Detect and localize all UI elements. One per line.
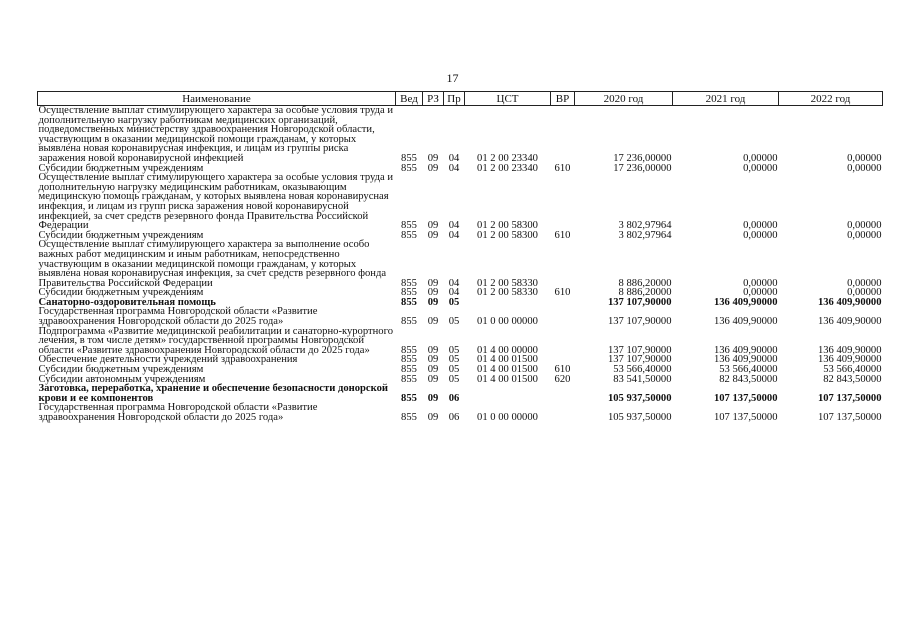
cell-2020: 105 937,50000 [607, 392, 672, 404]
cell-ved: 855 [401, 296, 417, 308]
cell-vr [551, 384, 575, 403]
table-row [38, 327, 883, 356]
table-row [38, 307, 883, 326]
cell-vr: 610 [554, 364, 571, 376]
cell-name: Государственная программа Новгородской области «Развитие здравоохранения Новгородской области до 2025 года» [38, 402, 318, 423]
cell-2022: 0,00000 [847, 277, 882, 289]
table-header-row [38, 92, 883, 106]
cell-name: Обеспечение деятельности учреждений здравоохранения [38, 354, 298, 366]
header-vr: ВР [551, 92, 575, 106]
header-2022: 2022 год [779, 92, 883, 106]
cell-2021: 0,00000 [743, 229, 778, 241]
cell-pr: 05 [448, 354, 460, 366]
cell-pr: 04 [448, 277, 460, 289]
cell-2020: 17 236,00000 [613, 162, 672, 174]
cell-2020: 3 802,97964 [618, 220, 672, 232]
cell-ved: 855 [401, 373, 417, 385]
cell-ved: 855 [401, 220, 417, 232]
cell-cst [465, 384, 551, 403]
cell-2021: 82 843,50000 [719, 373, 778, 385]
header-2021: 2021 год [673, 92, 779, 106]
cell-cst: 01 0 00 00000 [477, 412, 538, 423]
cell-cst: 01 2 00 23340 [477, 152, 538, 164]
cell-rz: 09 [427, 152, 439, 164]
cell-cst: 01 4 00 01500 [477, 373, 538, 385]
cell-vr: 610 [554, 229, 571, 241]
cell-ved: 855 [401, 364, 417, 376]
cell-pr: 04 [448, 152, 460, 164]
cell-ved: 855 [401, 412, 417, 423]
header-pr: Пр [444, 92, 465, 106]
cell-2022: 0,00000 [847, 152, 882, 164]
cell-cst: 01 0 00 00000 [477, 316, 538, 328]
cell-ved: 855 [401, 392, 417, 404]
table-row [38, 173, 883, 231]
cell-2022: 0,00000 [847, 287, 882, 299]
cell-2021: 107 137,50000 [713, 412, 778, 423]
header-cst: ЦСТ [465, 92, 551, 106]
cell-cst: 01 2 00 23340 [477, 162, 538, 174]
cell-2020: 8 886,20000 [618, 277, 672, 289]
cell-2020: 17 236,00000 [613, 152, 672, 164]
cell-rz: 09 [427, 354, 439, 366]
cell-2021: 53 566,40000 [719, 364, 778, 376]
cell-2022: 136 409,90000 [817, 354, 882, 366]
cell-cst [465, 298, 551, 308]
cell-2021: 0,00000 [743, 287, 778, 299]
cell-pr: 04 [448, 287, 460, 299]
cell-2022: 0,00000 [847, 220, 882, 232]
cell-pr: 05 [448, 364, 460, 376]
cell-pr: 06 [448, 392, 460, 404]
cell-cst: 01 4 00 00000 [477, 344, 538, 356]
cell-2021: 0,00000 [743, 220, 778, 232]
cell-pr: 04 [448, 220, 460, 232]
cell-2022: 53 566,40000 [823, 364, 882, 376]
cell-name: Субсидии бюджетным учреждениям [38, 364, 204, 376]
cell-name: Осуществление выплат стимулирующего характера за особые условия труда и дополнительную нагрузку медицинским работникам, оказывающим медицинскую помощь гражданам, у которых выявлена новая коронавирусная инфекция, и лицам из групп риска заражения новой коронавирусной инфекцией, за счет средств резервного фонда Правительства Российской Федерации [38, 172, 394, 232]
cell-2021: 0,00000 [743, 162, 778, 174]
cell-name: Субсидии бюджетным учреждениям [38, 287, 204, 299]
cell-name: Субсидии бюджетным учреждениям [38, 162, 204, 174]
cell-rz: 09 [427, 287, 439, 299]
cell-2022: 82 843,50000 [823, 373, 882, 385]
cell-2020: 53 566,40000 [613, 364, 672, 376]
cell-pr: 05 [448, 296, 460, 308]
cell-2022: 136 409,90000 [817, 344, 882, 356]
cell-cst: 01 4 00 01500 [477, 354, 538, 366]
cell-2022: 107 137,50000 [817, 392, 882, 404]
cell-vr [551, 106, 575, 164]
cell-ved: 855 [401, 277, 417, 289]
cell-2020: 137 107,90000 [607, 316, 672, 328]
cell-rz: 09 [427, 162, 439, 174]
cell-vr: 610 [554, 287, 571, 299]
header-2020: 2020 год [575, 92, 673, 106]
table-row [38, 403, 883, 422]
cell-ved: 855 [401, 287, 417, 299]
cell-cst: 01 2 00 58300 [477, 229, 538, 241]
cell-rz: 09 [427, 373, 439, 385]
header-rz: РЗ [423, 92, 444, 106]
cell-name: Подпрограмма «Развитие медицинской реабилитации и санаторно-курортного лечения, в том числе детям» государственной программы Новгородской области «Развитие здравоохранения Новгородской области до 2025 года» [38, 325, 393, 356]
cell-name: Субсидии бюджетным учреждениям [38, 229, 204, 241]
cell-2022: 136 409,90000 [817, 296, 882, 308]
cell-cst: 01 4 00 01500 [477, 364, 538, 376]
cell-2020: 105 937,50000 [607, 412, 672, 423]
cell-cst: 01 2 00 58330 [477, 287, 538, 299]
cell-rz: 09 [427, 364, 439, 376]
cell-vr [551, 173, 575, 231]
cell-2020: 137 107,90000 [607, 344, 672, 356]
table-body [38, 106, 883, 423]
table-row [38, 384, 883, 403]
cell-rz: 09 [427, 229, 439, 241]
cell-2021: 0,00000 [743, 152, 778, 164]
cell-pr: 05 [448, 344, 460, 356]
cell-2020: 3 802,97964 [618, 229, 672, 241]
cell-rz: 09 [427, 412, 439, 423]
cell-rz: 09 [427, 277, 439, 289]
cell-vr [551, 327, 575, 356]
cell-rz: 09 [427, 220, 439, 232]
cell-name: Осуществление выплат стимулирующего характера за выполнение особо важных работ медицинским и иным работникам, непосредственно участвующим в оказании медицинской помощи гражданам, у которых выявлена новая коронавирусная инфекция, за счет средств резервного фонда Правительства Российской Федерации [38, 239, 387, 289]
cell-pr: 05 [448, 373, 460, 385]
cell-2021: 136 409,90000 [713, 344, 778, 356]
cell-2021: 136 409,90000 [713, 316, 778, 328]
cell-2020: 137 107,90000 [607, 354, 672, 366]
cell-vr [551, 240, 575, 288]
cell-vr [551, 307, 575, 326]
cell-pr: 04 [448, 229, 460, 241]
page-number: 17 [446, 71, 459, 85]
cell-pr: 05 [448, 316, 460, 328]
cell-name: Санаторно-оздоровительная помощь [38, 296, 216, 308]
cell-ved: 855 [401, 354, 417, 366]
cell-vr [551, 298, 575, 308]
cell-ved: 855 [401, 316, 417, 328]
table-row [38, 240, 883, 288]
cell-2021: 0,00000 [743, 277, 778, 289]
cell-2022: 107 137,50000 [817, 412, 882, 423]
cell-name: Субсидии автономным учреждениям [38, 373, 206, 385]
cell-cst: 01 2 00 58300 [477, 220, 538, 232]
cell-name: Осуществление выплат стимулирующего характера за особые условия труда и дополнительную нагрузку работникам медицинских организаций, подведомственных министерству здравоохранения Новгородской области, участвующим в оказании медицинской помощи гражданам, у которых выявлена новая коронавирусная инфекция, и лицам из группы риска заражения новой коронавирусной инфекцией [38, 105, 394, 164]
cell-pr: 04 [448, 162, 460, 174]
header-ved: Вед [396, 92, 423, 106]
cell-vr [551, 403, 575, 422]
cell-rz: 09 [427, 344, 439, 356]
cell-ved: 855 [401, 152, 417, 164]
cell-2021: 136 409,90000 [713, 354, 778, 366]
cell-pr: 06 [448, 412, 460, 423]
cell-vr: 610 [554, 162, 571, 174]
cell-2020: 8 886,20000 [618, 287, 672, 299]
cell-ved: 855 [401, 162, 417, 174]
cell-2022: 136 409,90000 [817, 316, 882, 328]
cell-rz: 09 [427, 392, 439, 404]
cell-cst: 01 2 00 58330 [477, 277, 538, 289]
cell-rz: 09 [427, 316, 439, 328]
cell-2021: 107 137,50000 [713, 392, 778, 404]
cell-vr: 620 [554, 373, 571, 385]
cell-ved: 855 [401, 344, 417, 356]
cell-2022: 0,00000 [847, 162, 882, 174]
cell-name: Государственная программа Новгородской области «Развитие здравоохранения Новгородской области до 2025 года» [38, 306, 318, 328]
cell-rz: 09 [427, 296, 439, 308]
table-row [38, 106, 883, 164]
cell-ved: 855 [401, 229, 417, 241]
budget-table [37, 91, 883, 423]
cell-2020: 83 541,50000 [613, 373, 672, 385]
cell-2020: 137 107,90000 [607, 296, 672, 308]
cell-2022: 0,00000 [847, 229, 882, 241]
cell-name: Заготовка, переработка, хранение и обеспечение безопасности донорской крови и ее компонентов [38, 383, 388, 404]
cell-2021: 136 409,90000 [713, 296, 778, 308]
header-name: Наименование [38, 92, 396, 106]
